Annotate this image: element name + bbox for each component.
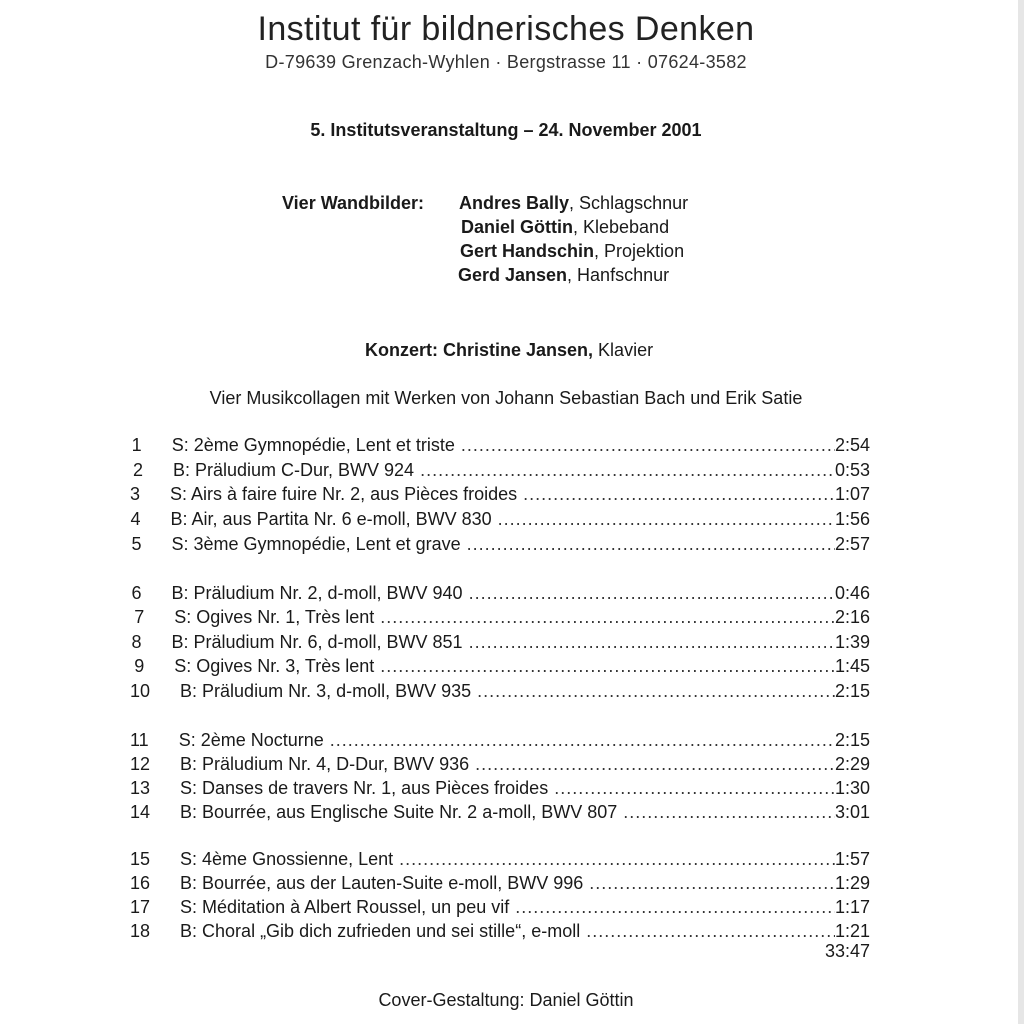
track-leader-dots: [399, 849, 835, 870]
konzert-label: Konzert: Christine Jansen,: [365, 340, 594, 360]
track-leader-dots: [515, 897, 835, 918]
track-number: 8: [131, 632, 142, 652]
wandbilder-label: Vier Wandbilder:: [282, 193, 425, 213]
track-duration: 2:57: [834, 534, 870, 554]
track-duration: 2:54: [834, 435, 870, 455]
track-number: 3: [130, 484, 141, 504]
track-row: [130, 778, 870, 800]
cover-credit: Cover-Gestaltung: Daniel Göttin: [378, 990, 634, 1010]
track-number: 10: [130, 681, 151, 701]
track-title: S: Ogives Nr. 1, Très lent: [174, 607, 375, 627]
track-row: [130, 484, 870, 506]
track-duration: 1:07: [834, 484, 870, 504]
track-row: [130, 607, 870, 629]
track-duration: 2:16: [834, 607, 870, 627]
track-duration: 2:29: [834, 754, 870, 774]
track-number: 16: [130, 873, 151, 893]
artist-medium: , Projektion: [594, 241, 685, 261]
track-duration: 1:39: [834, 632, 870, 652]
track-number: 18: [130, 921, 151, 941]
track-row: [130, 435, 870, 457]
track-leader-dots: [498, 509, 835, 530]
institute-title: Institut für bildnerisches Denken: [257, 10, 755, 48]
track-title: S: Airs à faire fuire Nr. 2, aus Pièces froides: [170, 484, 518, 504]
page-edge: [1018, 0, 1024, 1024]
konzert-instrument: Klavier: [593, 340, 654, 360]
track-duration: 1:56: [834, 509, 870, 529]
track-number: 4: [130, 509, 141, 529]
track-number: 1: [131, 435, 142, 455]
track-title: B: Präludium Nr. 2, d-moll, BWV 940: [171, 583, 463, 603]
track-title: B: Präludium Nr. 4, D-Dur, BWV 936: [180, 754, 470, 774]
track-row: [130, 754, 870, 776]
track-duration: 0:53: [834, 460, 870, 480]
program-subtitle: Vier Musikcollagen mit Werken von Johann Sebastian Bach und Erik Satie: [209, 388, 803, 408]
track-title: B: Präludium Nr. 3, d-moll, BWV 935: [180, 681, 472, 701]
track-duration: 2:15: [834, 681, 870, 701]
artist-name: Gerd Jansen: [458, 265, 568, 285]
artist-medium: , Klebeband: [573, 217, 670, 237]
track-number: 17: [130, 897, 151, 917]
track-row: [130, 534, 870, 556]
track-number: 6: [131, 583, 142, 603]
track-title: S: 2ème Nocturne: [178, 730, 324, 750]
konzert-line: [365, 340, 653, 361]
track-title: B: Bourrée, aus Englische Suite Nr. 2 a-moll, BWV 807: [180, 802, 618, 822]
track-duration: 1:17: [834, 897, 870, 917]
artist-name: Andres Bally: [459, 193, 570, 213]
track-row: [130, 921, 870, 943]
track-title: B: Choral „Gib dich zufrieden und sei stille“, e-moll: [180, 921, 581, 941]
track-duration: 1:21: [834, 921, 870, 941]
track-title: S: Ogives Nr. 3, Très lent: [174, 656, 375, 676]
track-duration: 1:45: [834, 656, 870, 676]
artist-line: [461, 217, 669, 238]
institute-address: D-79639 Grenzach-Wyhlen · Bergstrasse 11 · 07624-3582: [265, 52, 747, 72]
track-title: S: Danses de travers Nr. 1, aus Pièces froides: [180, 778, 549, 798]
track-leader-dots: [523, 484, 835, 505]
track-row: [130, 509, 870, 531]
track-duration: 0:46: [834, 583, 870, 603]
artist-name: Gert Handschin: [460, 241, 595, 261]
artist-name: Daniel Göttin: [461, 217, 573, 237]
track-leader-dots: [554, 778, 835, 799]
track-leader-dots: [380, 656, 835, 677]
track-number: 5: [131, 534, 142, 554]
track-leader-dots: [330, 730, 835, 751]
track-number: 7: [134, 607, 145, 627]
event-heading: 5. Institutsveranstaltung – 24. November 2001: [310, 120, 702, 140]
track-row: [130, 681, 870, 703]
artist-line: [460, 241, 684, 262]
track-duration: 1:57: [834, 849, 870, 869]
track-leader-dots: [469, 583, 835, 604]
track-title: B: Air, aus Partita Nr. 6 e-moll, BWV 830: [170, 509, 492, 529]
track-leader-dots: [461, 435, 835, 456]
track-leader-dots: [589, 873, 835, 894]
artist-medium: , Hanfschnur: [567, 265, 670, 285]
track-row: [130, 873, 870, 895]
track-number: 14: [130, 802, 151, 822]
track-leader-dots: [586, 921, 835, 942]
track-title: B: Präludium Nr. 6, d-moll, BWV 851: [171, 632, 463, 652]
track-row: [130, 730, 870, 752]
track-row: [130, 849, 870, 871]
track-leader-dots: [475, 754, 835, 775]
track-duration: 1:29: [834, 873, 870, 893]
track-row: [130, 583, 870, 605]
track-leader-dots: [380, 607, 835, 628]
track-number: 13: [130, 778, 151, 798]
track-leader-dots: [467, 534, 835, 555]
track-title: S: 3ème Gymnopédie, Lent et grave: [171, 534, 461, 554]
track-duration: 1:30: [834, 778, 870, 798]
track-leader-dots: [469, 632, 835, 653]
track-row: [130, 897, 870, 919]
artist-medium: , Schlagschnur: [569, 193, 689, 213]
track-number: 2: [132, 460, 143, 480]
artist-line: [458, 265, 669, 286]
track-duration: 3:01: [834, 802, 870, 822]
track-title: B: Bourrée, aus der Lauten-Suite e-moll, BWV 996: [180, 873, 584, 893]
track-leader-dots: [477, 681, 835, 702]
track-number: 12: [130, 754, 151, 774]
track-row: [130, 460, 870, 482]
track-leader-dots: [420, 460, 835, 481]
track-row: [130, 632, 870, 654]
track-title: S: 2ème Gymnopédie, Lent et triste: [171, 435, 455, 455]
track-leader-dots: [623, 802, 835, 823]
track-title: B: Präludium C-Dur, BWV 924: [172, 460, 415, 480]
track-title: S: Méditation à Albert Roussel, un peu vif: [180, 897, 510, 917]
total-duration: 33:47: [824, 941, 870, 961]
track-title: S: 4ème Gnossienne, Lent: [180, 849, 394, 869]
track-number: 9: [134, 656, 145, 676]
artist-line: [459, 193, 688, 214]
track-row: [130, 656, 870, 678]
track-number: 15: [130, 849, 151, 869]
track-row: [130, 802, 870, 824]
track-number: 11: [130, 730, 149, 750]
track-duration: 2:15: [834, 730, 870, 750]
